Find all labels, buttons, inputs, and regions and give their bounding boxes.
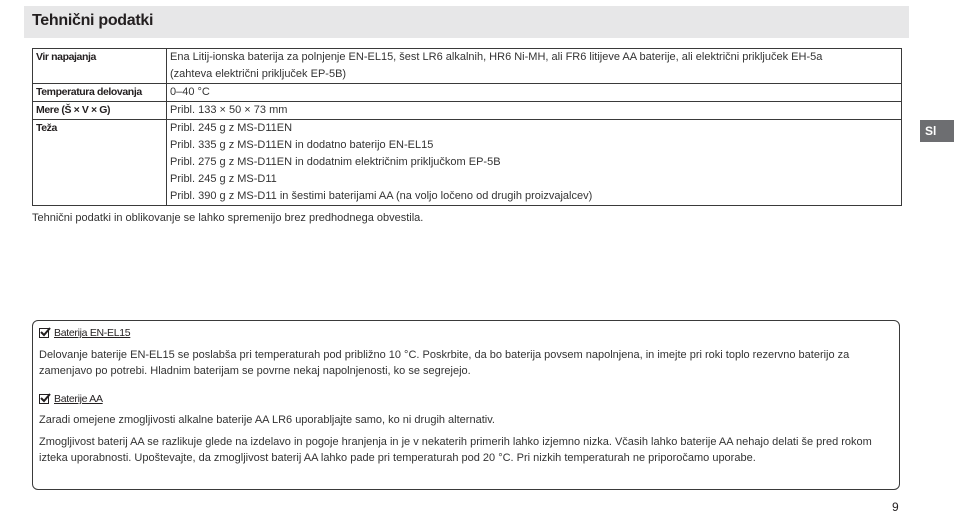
table-row — [33, 49, 902, 84]
spec-value — [167, 84, 902, 102]
specs-table — [32, 48, 902, 206]
page-title: Tehnični podatki — [32, 12, 154, 29]
spec-value — [167, 120, 902, 206]
spec-value-line: Ena Litij-ionska baterija za polnjenje EN-EL15, šest LR6 alkalnih, HR6 Ni-MH, ali FR6 litijeve AA baterije, ali električni priključek EH-5a — [170, 51, 823, 63]
table-row — [33, 84, 902, 102]
spec-value — [167, 102, 902, 120]
language-tab: Sl — [920, 120, 954, 142]
section-heading-aa — [39, 393, 103, 405]
section-paragraph: Zaradi omejene zmogljivosti alkalne baterije AA LR6 uporabljajte samo, ko ni drugih alternativ. — [39, 414, 495, 426]
section-heading-text: Baterije AA — [54, 393, 103, 405]
specs-table-body — [33, 49, 902, 206]
checkmark-icon — [39, 394, 49, 404]
spec-value-line: Pribl. 390 g z MS-D11 in šestimi baterijami AA (na voljo ločeno od drugih proizvajalcev) — [170, 190, 593, 202]
spec-value — [167, 49, 902, 84]
table-row — [33, 102, 902, 120]
battery-info-box — [32, 320, 900, 490]
spec-value-line: Pribl. 245 g z MS-D11 — [170, 173, 277, 185]
table-row — [33, 120, 902, 206]
spec-value-line: Pribl. 275 g z MS-D11EN in dodatnim električnim priključkom EP-5B — [170, 156, 501, 168]
spec-label: Teža — [33, 120, 167, 206]
section-paragraph: Zmogljivost baterij AA se razlikuje glede na izdelavo in pogoje hranjenja in je v nekaterih primerih lahko izjemno nizka. Včasih lahko baterije AA nehajo delati še pred rokom izteka uporabnosti. Upoštevajte, da zmogljivost baterij AA lahko pade pri temperaturah pod 20 °C. Pri nizkih temperaturah ne priporočamo uporabe. — [39, 436, 872, 464]
spec-value-line: (zahteva električni priključek EP-5B) — [170, 68, 347, 80]
spec-label: Temperatura delovanja — [33, 84, 167, 102]
disclaimer-note: Tehnični podatki in oblikovanje se lahko spremenijo brez predhodnega obvestila. — [32, 212, 424, 224]
spec-label: Mere (Š × V × G) — [33, 102, 167, 120]
spec-label: Vir napajanja — [33, 49, 167, 84]
spec-value-line: Pribl. 335 g z MS-D11EN in dodatno baterijo EN-EL15 — [170, 139, 434, 151]
title-bar — [24, 6, 909, 38]
page-number: 9 — [892, 500, 899, 514]
section-heading-en-el15 — [39, 327, 130, 339]
spec-value-line: Pribl. 133 × 50 × 73 mm — [170, 104, 288, 116]
section-heading-text: Baterija EN-EL15 — [54, 327, 131, 339]
section-paragraph: Delovanje baterije EN-EL15 se poslabša pri temperaturah pod približno 10 °C. Poskrbite, da bo baterija povsem napolnjena, in imejte pri roki toplo rezervno baterijo za zamenjavo po potrebi. Hladnim baterijam se povrne nekaj napolnjenosti, ko se segrejejo. — [39, 349, 850, 377]
spec-value-line: Pribl. 245 g z MS-D11EN — [170, 122, 293, 134]
spec-value-line: 0–40 °C — [170, 86, 210, 98]
checkmark-icon — [39, 328, 49, 338]
